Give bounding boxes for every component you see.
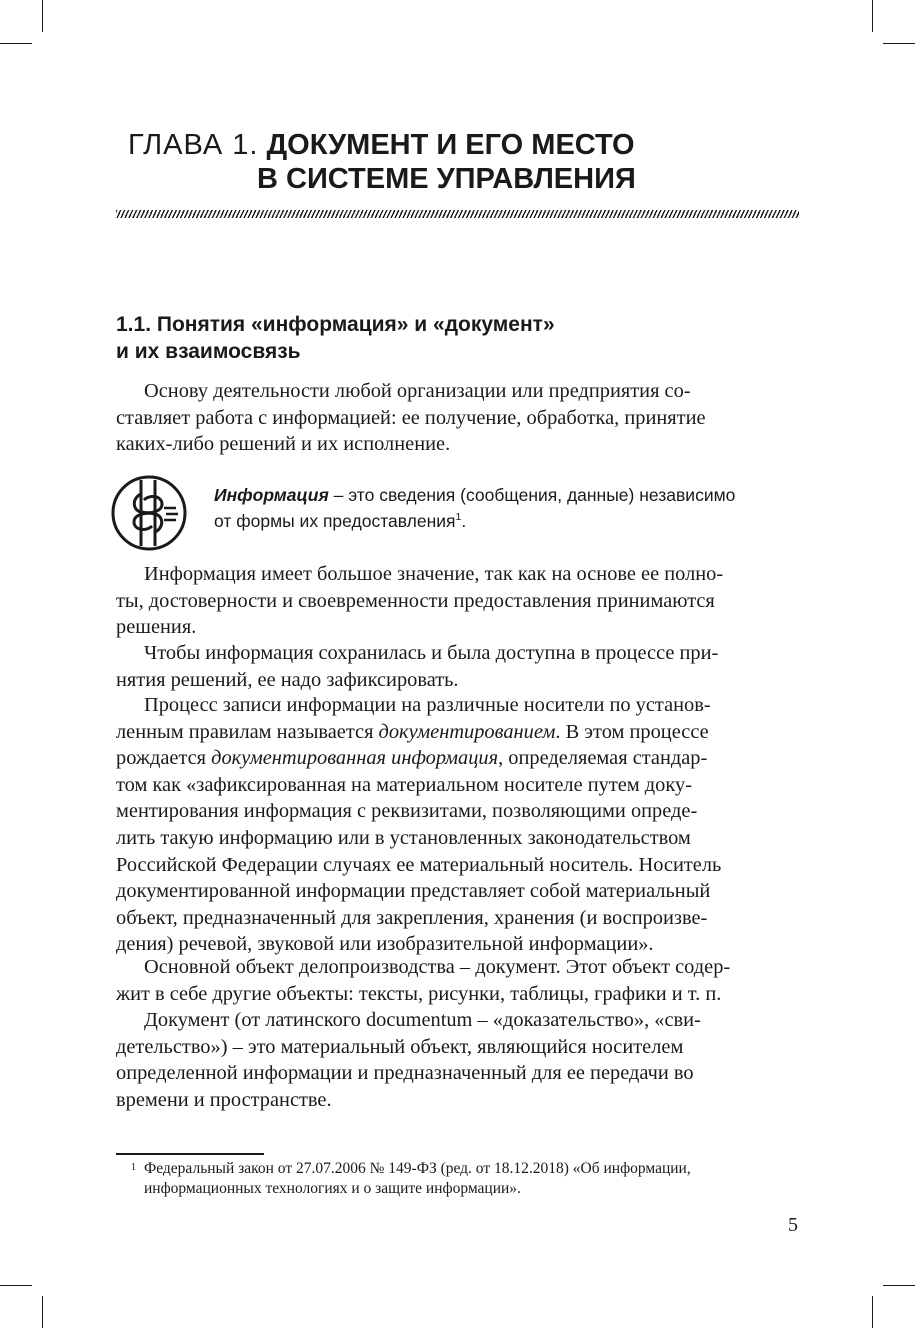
section-title-line1: 1.1. Понятия «информация» и «документ» xyxy=(116,313,555,336)
footnote-line1: Федеральный закон от 27.07.2006 № 149-ФЗ (ред. от 18.12.2018) «Об информации, xyxy=(144,1160,691,1177)
text-line: Процесс записи информации на различные носители по установ- xyxy=(144,694,711,716)
definition-text-line2: от формы их предоставления xyxy=(214,511,456,531)
section-title-line2: и их взаимосвязь xyxy=(116,340,301,363)
text-line: дения) речевой, звуковой или изобразительной информации». xyxy=(116,933,654,956)
text-line: ты, достоверности и своевременности предоставления принимаются xyxy=(116,589,715,612)
text-line: жит в себе другие объекты: тексты, рисунки, таблицы, графики и т. п. xyxy=(116,982,722,1005)
text-line: Российской Федерации случаях ее материальный носитель. Носитель xyxy=(116,853,722,876)
text-line: детельство») – это материальный объект, являющийся носителем xyxy=(116,1035,684,1058)
paragraph xyxy=(116,561,800,641)
text-line xyxy=(116,745,800,772)
paragraph xyxy=(116,954,800,1007)
page-number: 5 xyxy=(788,1214,798,1236)
footnote-ref: 1 xyxy=(455,511,462,524)
text-line: том как «зафиксированная на материальном носителе путем доку- xyxy=(116,773,692,796)
knot-icon xyxy=(110,474,188,552)
text-line: документированной информации представляет собой материальный xyxy=(116,880,711,903)
text-line: Основной объект делопроизводства – документ. Этот объект содер- xyxy=(144,956,731,978)
intro-paragraph xyxy=(116,378,800,458)
text-line: Документ (от латинского documentum – «доказательство», «сви- xyxy=(144,1009,701,1031)
text-line: времени и пространстве. xyxy=(116,1088,332,1111)
crop-mark-bottom-left-vertical xyxy=(42,1296,43,1328)
text-line: объект, предназначенный для закрепления, хранения (и воспроизве- xyxy=(116,906,708,929)
text-line: ставляет работа с информацией: ее получение, обработка, принятие xyxy=(116,406,706,429)
chapter-title-line2: В СИСТЕМЕ УПРАВЛЕНИЯ xyxy=(257,163,636,195)
definition-term: Информация xyxy=(214,485,329,505)
text-span: . В этом процессе xyxy=(555,720,709,743)
footnote-rule xyxy=(116,1153,264,1155)
paragraph xyxy=(116,640,800,693)
definition-text-line1: – это сведения (сообщения, данные) независимо xyxy=(328,485,736,505)
text-line: Основу деятельности любой организации или предприятия со- xyxy=(144,380,691,402)
chapter-title-line1: ДОКУМЕНТ И ЕГО МЕСТО xyxy=(266,129,635,161)
italic-term: документированием xyxy=(378,720,556,743)
definition-block xyxy=(214,482,814,534)
text-line: Информация имеет большое значение, так как на основе ее полно- xyxy=(144,563,724,585)
text-line: лить такую информацию или в установленных законодательством xyxy=(116,826,691,849)
text-span: ленным правилам называется xyxy=(116,720,379,743)
section-title xyxy=(116,311,806,365)
crop-mark-bottom-right-horizontal xyxy=(883,1285,915,1286)
text-line: каких-либо решений и их исполнение. xyxy=(116,433,451,456)
crop-mark-top-left-horizontal xyxy=(0,43,32,44)
paragraph xyxy=(116,1007,800,1113)
text-line: нятия решений, ее надо зафиксировать. xyxy=(116,668,459,691)
text-line: ментирования информация с реквизитами, позволяющими опреде- xyxy=(116,800,698,823)
text-line: Чтобы информация сохранилась и была доступна в процессе при- xyxy=(144,642,719,664)
footnote-number: 1 xyxy=(131,1162,136,1173)
text-span: , определяемая стандар- xyxy=(498,747,708,770)
hatched-divider xyxy=(116,210,799,218)
definition-text-end: . xyxy=(461,511,467,531)
crop-mark-top-left-vertical xyxy=(42,0,43,32)
footnote xyxy=(116,1159,806,1198)
crop-mark-top-right-horizontal xyxy=(883,43,915,44)
italic-term: документированная информация xyxy=(211,747,499,770)
footnote-line2: информационных технологиях и о защите информации». xyxy=(144,1179,521,1197)
chapter-title xyxy=(128,128,828,196)
crop-mark-top-right-vertical xyxy=(872,0,873,32)
text-line: определенной информации и предназначенный для ее передачи во xyxy=(116,1062,694,1085)
chapter-prefix: ГЛАВА 1. xyxy=(128,129,259,161)
text-span: рождается xyxy=(116,747,212,770)
crop-mark-bottom-left-horizontal xyxy=(0,1285,32,1286)
text-line: решения. xyxy=(116,616,197,639)
crop-mark-bottom-right-vertical xyxy=(872,1296,873,1328)
paragraph xyxy=(116,692,800,958)
text-line xyxy=(116,719,800,746)
